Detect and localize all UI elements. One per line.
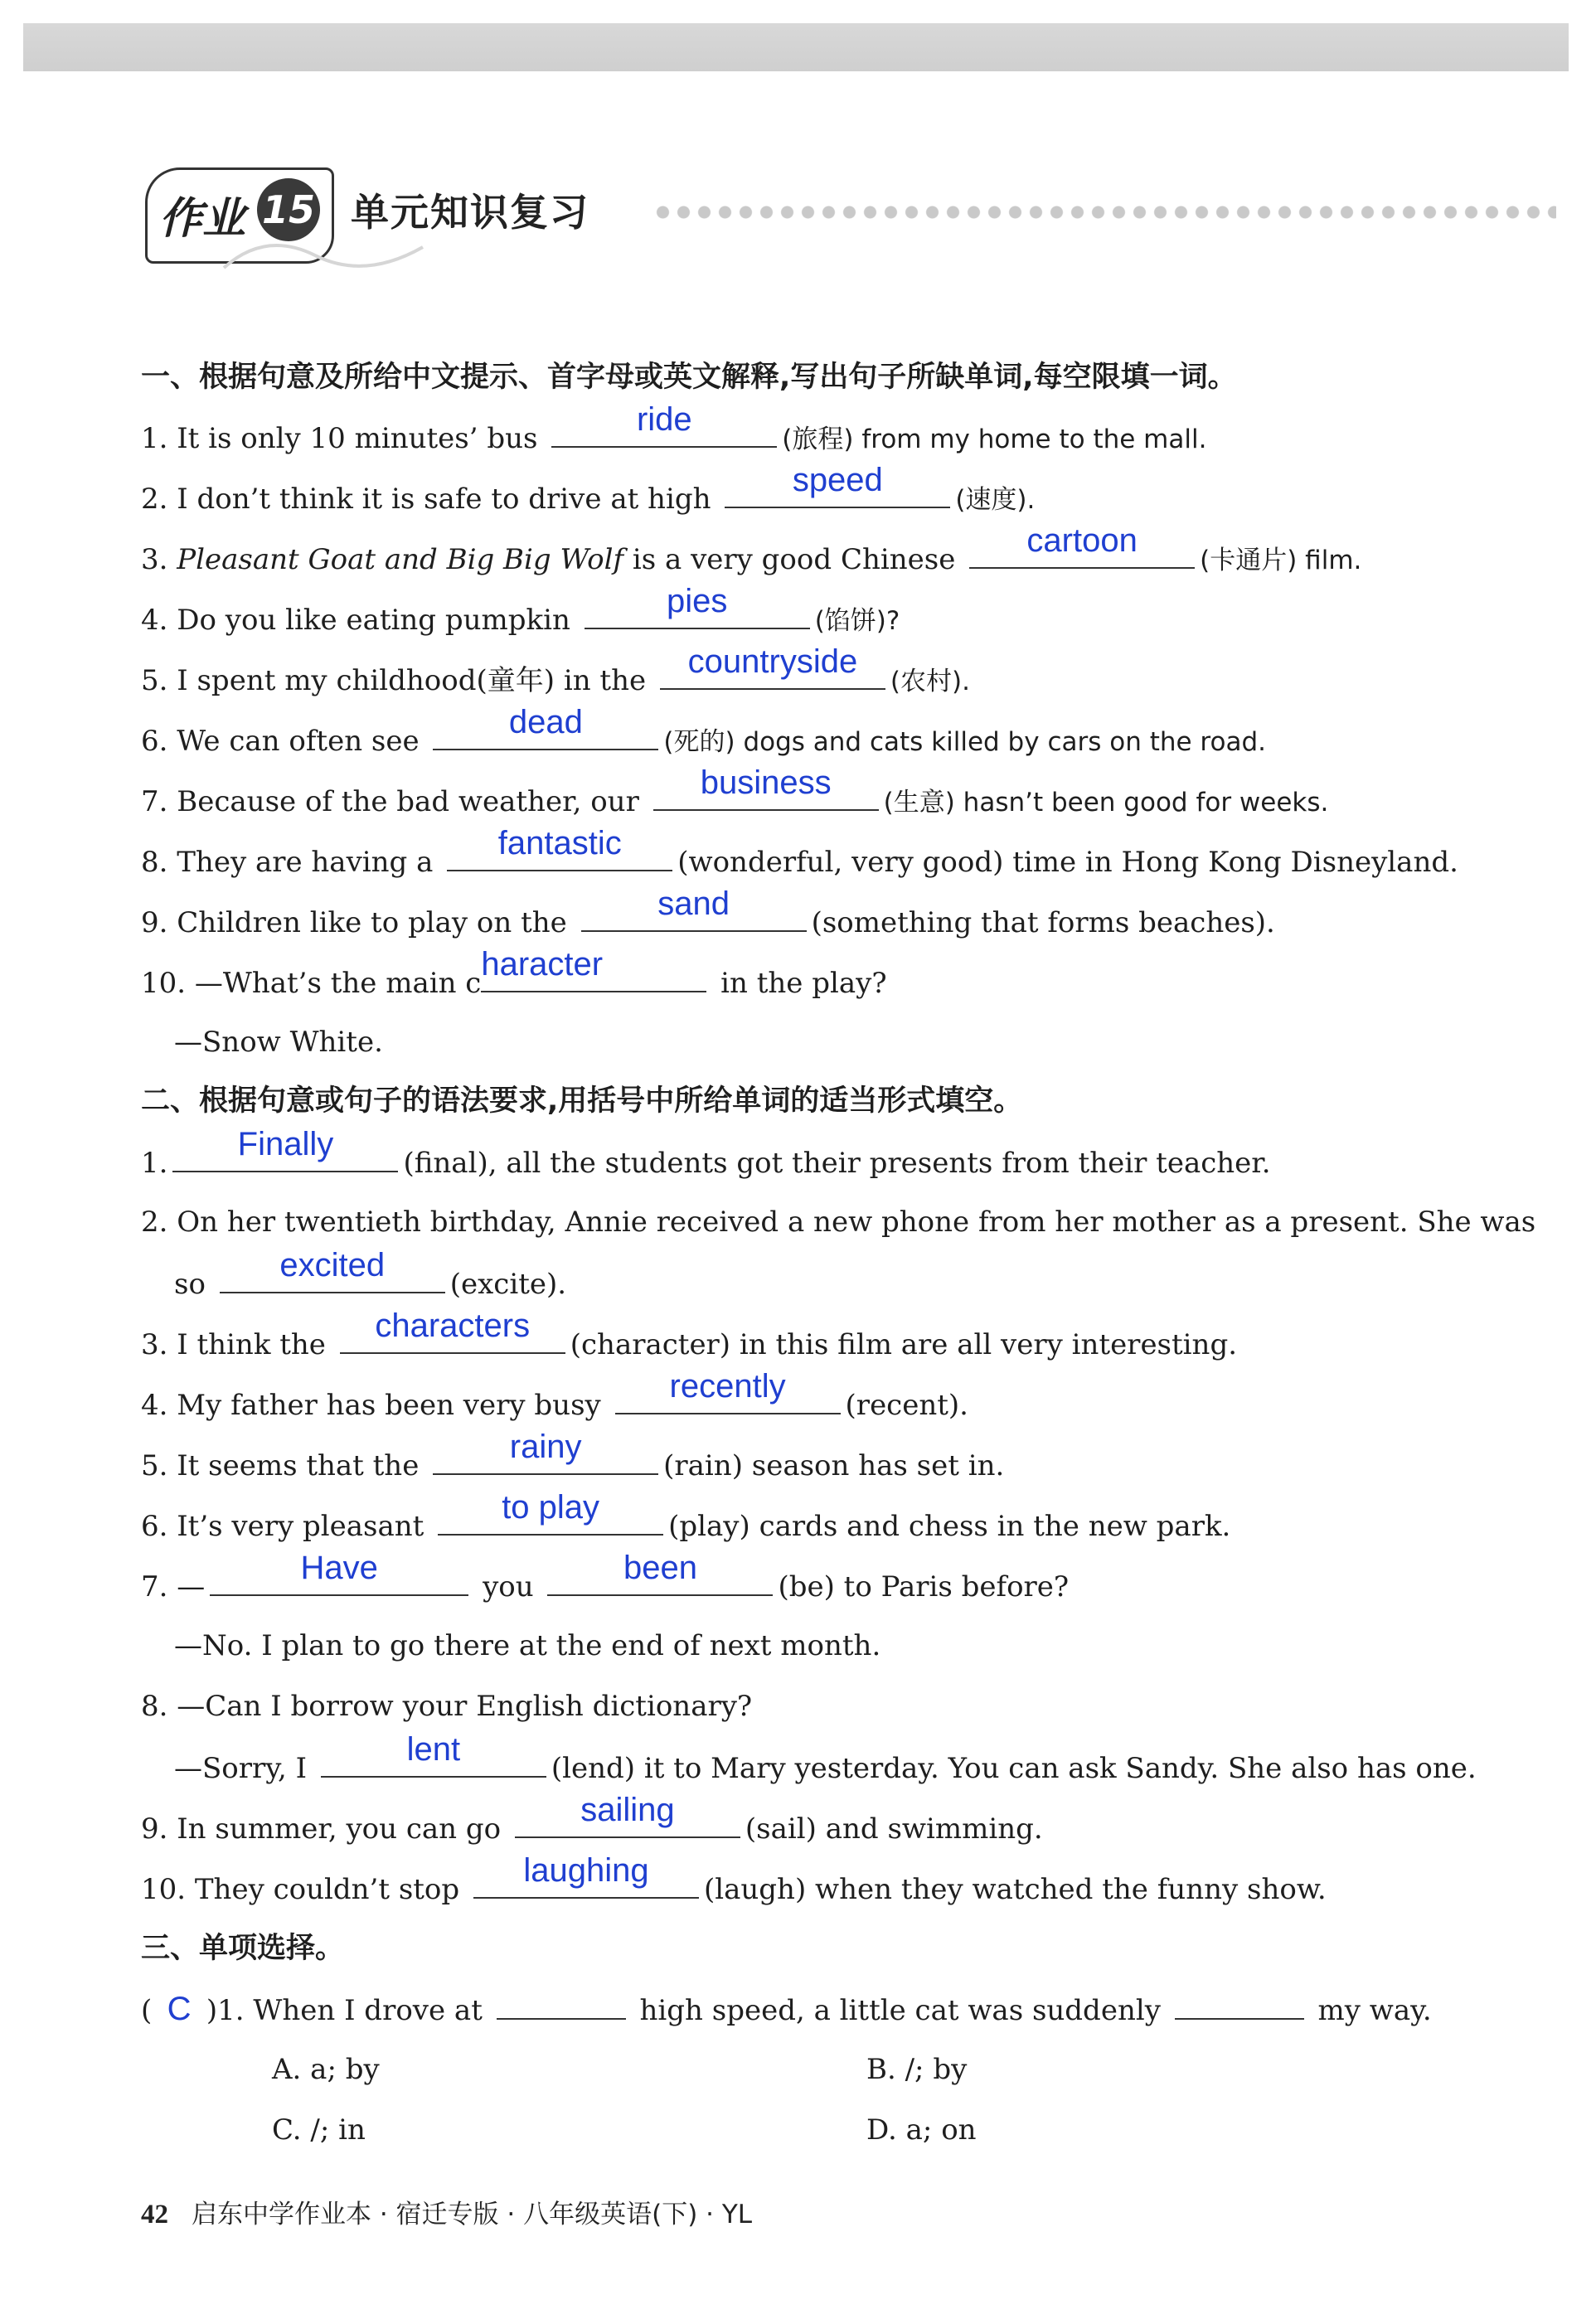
s1-q4-answer: pies (667, 583, 728, 619)
s2-q4-answer: recently (669, 1368, 786, 1405)
s2-q9-text: 9. In summer, you can go (141, 1812, 502, 1846)
s2-q8-blank[interactable] (321, 1731, 546, 1778)
s2-q7-answer-1: Have (300, 1550, 378, 1586)
s2-q3-text: 3. I think the (141, 1328, 326, 1361)
s1-q9-blank[interactable] (581, 885, 807, 932)
s2-q6-answer: to play (502, 1489, 600, 1526)
s2-q1-num: 1. (141, 1147, 168, 1180)
s1-q1-post: (旅程) from my home to the mall. (782, 425, 1207, 454)
s2-q5-post: (rain) season has set in. (663, 1449, 1005, 1482)
s2-q7-post: (be) to Paris before? (778, 1570, 1070, 1604)
page-title: 单元知识复习 (351, 190, 589, 235)
s1-q10-text: 10. —What’s the main c (141, 967, 482, 1000)
s1-q4-post: (馅饼)? (814, 606, 900, 636)
s1-q5-answer: countryside (687, 643, 858, 680)
s1-q2-text: 2. I don’t think it is safe to drive at high (141, 483, 711, 516)
s1-item-3 (141, 522, 1362, 581)
s2-item-6 (141, 1489, 1231, 1547)
s1-q4-text: 4. Do you like eating pumpkin (141, 604, 570, 637)
s1-q9-post: (something that forms beaches). (811, 906, 1275, 939)
s2-q5-answer: rainy (509, 1429, 582, 1465)
s3-q1-answer[interactable]: C (167, 1991, 192, 2027)
s1-item-4 (141, 583, 900, 642)
dotted-divider (652, 206, 1556, 219)
watermark-icon (216, 222, 431, 291)
s2-q7-mid: you (483, 1570, 534, 1604)
s2-item-2-cont (174, 1247, 567, 1305)
s1-q6-post: (死的) dogs and cats killed by cars on the road. (663, 727, 1266, 757)
s2-q7-num: 7. — (141, 1570, 206, 1604)
s1-q8-text: 8. They are having a (141, 846, 434, 879)
section3-title: 三、单项选择。 (141, 1932, 345, 1965)
s1-q3-answer: cartoon (1026, 522, 1138, 559)
s3-item-1 (141, 1988, 1432, 2031)
s1-q2-blank[interactable] (725, 462, 950, 508)
s1-q9-answer: sand (657, 885, 730, 922)
page-number: 42 (141, 2200, 168, 2229)
s1-q8-blank[interactable] (447, 825, 672, 871)
s1-q2-answer: speed (792, 462, 883, 498)
s1-item-7 (141, 764, 1329, 823)
s1-q3-title: Pleasant Goat and Big Big Wolf (177, 543, 624, 576)
s2-q3-blank[interactable] (340, 1308, 565, 1354)
s1-q9-text: 9. Children like to play on the (141, 906, 567, 939)
s3-q1-blank-1 (497, 1988, 626, 2020)
s1-item-2 (141, 462, 1036, 521)
s3-q1-option-d[interactable]: D. a; on (866, 2113, 977, 2147)
top-scan-strip (23, 23, 1569, 71)
s2-q4-text: 4. My father has been very busy (141, 1389, 601, 1422)
s1-q5-blank[interactable] (660, 643, 885, 690)
s2-q10-text: 10. They couldn’t stop (141, 1873, 460, 1906)
s1-q5-post: (农村). (890, 667, 970, 696)
s1-q7-post: (生意) hasn’t been good for weeks. (883, 788, 1329, 818)
s2-item-2: 2. On her twentieth birthday, Annie received a new phone from her mother as a present. She was (141, 1206, 1536, 1239)
s2-q10-answer: laughing (523, 1852, 649, 1889)
s1-q7-answer: business (700, 764, 832, 801)
s3-q1-blank-2 (1175, 1988, 1304, 2020)
s3-q1-option-b[interactable]: B. /; by (866, 2053, 968, 2086)
s2-q2-answer: excited (279, 1247, 386, 1283)
s1-q1-answer: ride (636, 401, 692, 438)
s2-item-3 (141, 1308, 1238, 1366)
s1-q1-text: 1. It is only 10 minutes’ bus (141, 422, 538, 455)
s3-q1-option-a[interactable]: A. a; by (272, 2053, 380, 2086)
s1-q2-post: (速度). (955, 485, 1036, 515)
s1-item-1 (141, 401, 1207, 460)
section1-title: 一、根据句意及所给中文提示、首字母或英文解释,写出句子所缺单词,每空限填一词。 (141, 361, 1237, 394)
s1-item-5 (141, 643, 970, 702)
s1-q7-blank[interactable] (653, 764, 879, 811)
s2-q5-blank[interactable] (433, 1429, 658, 1475)
s2-item-7-reply: —No. I plan to go there at the end of next month. (174, 1629, 881, 1662)
s1-q7-text: 7. Because of the bad weather, our (141, 785, 639, 818)
s1-q10-post: in the play? (720, 967, 887, 1000)
s1-item-8 (141, 825, 1458, 883)
s2-q2-so: so (174, 1268, 206, 1301)
s2-q8-post: (lend) it to Mary yesterday. You can ask Sandy. She also has one. (551, 1752, 1477, 1785)
s2-q1-blank[interactable] (172, 1126, 398, 1172)
s2-q2-blank[interactable] (220, 1247, 445, 1293)
s2-item-4 (141, 1368, 968, 1426)
s1-q6-text: 6. We can often see (141, 725, 420, 758)
s1-q6-answer: dead (508, 704, 583, 740)
s2-item-10 (141, 1852, 1327, 1910)
s2-q3-post: (character) in this film are all very interesting. (570, 1328, 1238, 1361)
s2-q8-answer: lent (406, 1731, 461, 1768)
s1-q3-post: (卡通片) film. (1200, 546, 1362, 575)
s2-q4-post: (recent). (845, 1389, 968, 1422)
s2-q10-blank[interactable] (473, 1852, 699, 1899)
book-title: 启东中学作业本 · 宿迁专版 · 八年级英语(下) · YL (192, 2200, 753, 2229)
s2-q8-text: —Sorry, I (174, 1752, 308, 1785)
s1-q3-blank[interactable] (969, 522, 1195, 569)
s2-q7-blank-1[interactable] (210, 1550, 468, 1596)
s1-q10-answer: haracter (481, 946, 604, 982)
s1-item-6 (141, 704, 1266, 763)
s2-q4-blank[interactable] (615, 1368, 841, 1414)
s1-q5-text: 5. I spent my childhood(童年) in the (141, 664, 647, 697)
s2-q1-answer: Finally (237, 1126, 334, 1162)
s2-item-5 (141, 1429, 1005, 1487)
s2-q9-blank[interactable] (515, 1792, 740, 1838)
s2-item-8-reply (174, 1731, 1477, 1789)
s1-q4-blank[interactable] (585, 583, 810, 629)
s1-q3-num: 3. (141, 543, 168, 576)
s1-item-10-reply: —Snow White. (174, 1026, 383, 1059)
s2-q7-blank-2[interactable] (547, 1550, 773, 1596)
badge-label: 作业 (159, 194, 246, 244)
s1-q6-blank[interactable] (433, 704, 658, 750)
s2-q7-answer-2: been (623, 1550, 697, 1586)
s2-q3-answer: characters (375, 1308, 531, 1344)
s2-q9-post: (sail) and swimming. (745, 1812, 1043, 1846)
s2-q10-post: (laugh) when they watched the funny show. (703, 1873, 1327, 1906)
s2-q6-text: 6. It’s very pleasant (141, 1510, 424, 1543)
s2-item-7 (141, 1550, 1070, 1608)
s3-q1-text: )1. When I drove at (206, 1994, 483, 2027)
s1-q8-post: (wonderful, very good) time in Hong Kong Disneyland. (677, 846, 1458, 879)
page-footer (141, 2193, 752, 2230)
s1-q1-blank[interactable] (551, 401, 777, 448)
s3-q1-post: my way. (1317, 1994, 1432, 2027)
s2-q6-post: (play) cards and chess in the new park. (668, 1510, 1231, 1543)
s2-q6-blank[interactable] (438, 1489, 663, 1536)
s1-q8-answer: fantastic (497, 825, 622, 861)
s2-q2-post: (excite). (449, 1268, 567, 1301)
s2-item-8: 8. —Can I borrow your English dictionary? (141, 1690, 753, 1723)
s2-q1-post: (final), all the students got their presents from their teacher. (403, 1147, 1271, 1180)
s1-item-10 (141, 946, 887, 1004)
s3-q1-option-c[interactable]: C. /; in (272, 2113, 366, 2147)
section2-title: 二、根据句意或句子的语法要求,用括号中所给单词的适当形式填空。 (141, 1084, 1023, 1118)
s1-q10-blank[interactable] (481, 946, 706, 992)
s2-item-1 (141, 1126, 1271, 1184)
s3-q1-open: ( (141, 1994, 153, 2027)
s2-q9-answer: sailing (580, 1792, 675, 1828)
s1-item-9 (141, 885, 1275, 944)
s2-q5-text: 5. It seems that the (141, 1449, 420, 1482)
s3-q1-mid: high speed, a little cat was suddenly (639, 1994, 1161, 2027)
s2-item-9 (141, 1792, 1043, 1850)
badge-number: 15 (257, 178, 320, 241)
s1-q3-text: is a very good Chinese (632, 543, 956, 576)
